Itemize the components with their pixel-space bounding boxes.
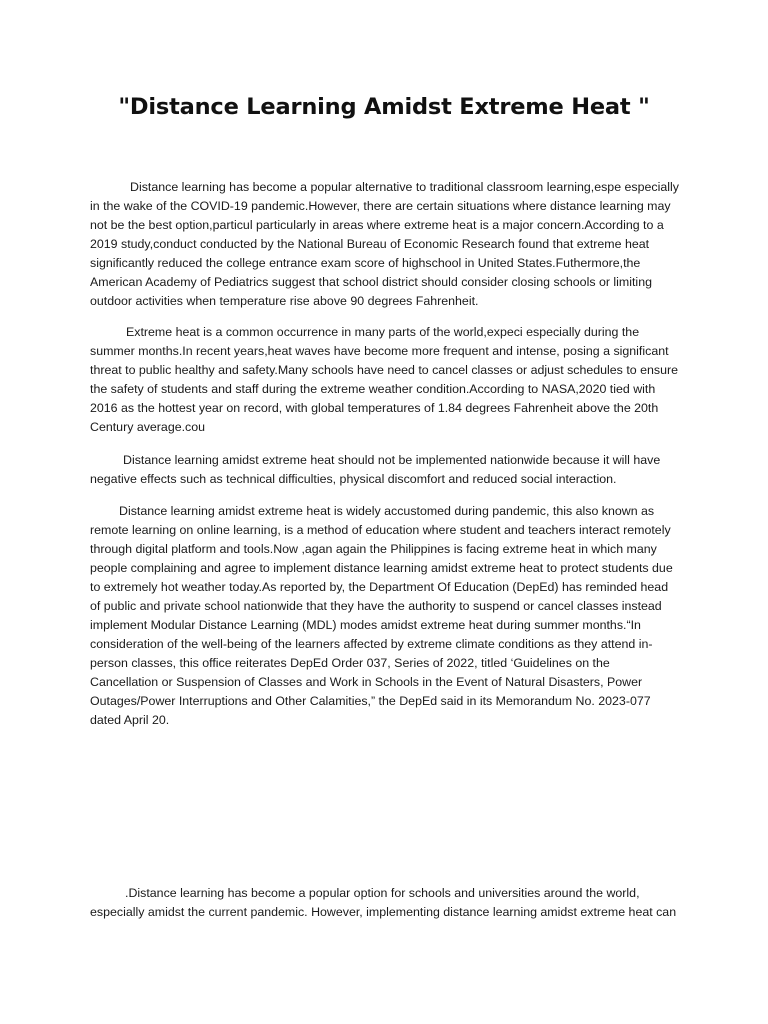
document-title: "Distance Learning Amidst Extreme Heat " bbox=[118, 94, 650, 120]
paragraph-thesis: Distance learning amidst extreme heat should not be implemented nationwide because it will have negative effects such as technical difficulties, physical discomfort and reduced social interaction. bbox=[90, 453, 661, 486]
paragraph-intro: Distance learning has become a popular alternative to traditional classroom learning,espe especially in the wake of the COVID-19 pandemic.However, there are certain situations where distance learning may not be the best option,particul particularly in areas where extreme heat is a major concern.According to a 2019 study,conduct conducted by the National Bureau of Economic Research found that extreme heat significantly reduced the college entrance exam score of highschool in United States.Futhermore,the American Academy of Pediatrics suggest that school district should consider closing schools or limiting outdoor activities when temperature rise above 90 degrees Fahrenheit. bbox=[90, 180, 679, 308]
paragraph-deped: Distance learning amidst extreme heat is widely accustomed during pandemic, this also known as remote learning on online learning, is a method of education where student and teachers interact remotely through digital platform and tools.Now ,agan again the Philippines is facing extreme heat in which many people complaining and agree to implement distance learning amidst extreme heat to protect students due to extremely hot weather today.As reported by, the Department Of Education (DepEd) has reminded head of public and private school nationwide that they have the authority to suspend or cancel classes instead implement Modular Distance Learning (MDL) modes amidst extreme heat during summer months.“In consideration of the well-being of the learners affected by extreme climate conditions as they attend in-person classes, this office reiterates DepEd Order 037, Series of 2022, titled ‘Guidelines on the Cancellation or Suspension of Classes and Work in Schools in the Event of Natural Disasters, Power Outages/Power Interruptions and Other Calamities,” the DepEd said in its Memorandum No. 2023-077 dated April 20. bbox=[90, 504, 673, 727]
paragraph-continuation: .Distance learning has become a popular option for schools and universities around the world, especially amidst the current pandemic. However, implementing distance learning amidst extreme heat can bbox=[90, 886, 677, 919]
paragraph-extreme-heat: Extreme heat is a common occurrence in many parts of the world,expeci especially during the summer months.In recent years,heat waves have become more frequent and intense, posing a significant threat to public healthy and safety.Many schools have need to cancel classes or adjust schedules to ensure the safety of students and staff during the extreme weather condition.According to NASA,2020 tied with 2016 as the hottest year on record, with global temperatures of 1.84 degrees Fahrenheit above the 20th Century average.cou bbox=[90, 325, 678, 434]
